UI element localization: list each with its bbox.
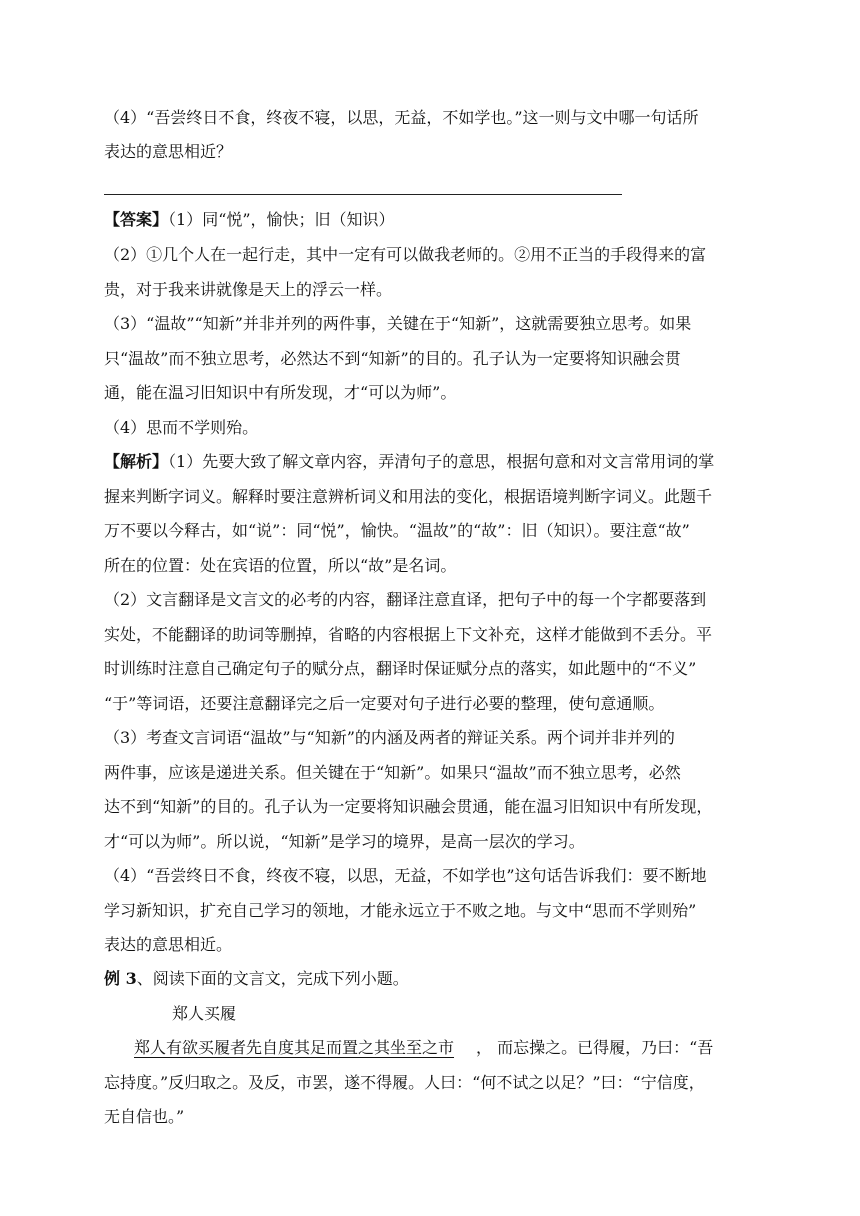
passage-line-1-rest: ， 而忘操之。已得履，乃曰：“吾 (476, 1038, 714, 1057)
analysis-3-line-2: 两件事，应该是递进关系。但关键在于“知新”。如果只“温故”而不独立思考，必然 (104, 763, 681, 782)
analysis-3-line-4: 才“可以为师”。所以说，“知新”是学习的境界，是高一层次的学习。 (104, 832, 585, 851)
passage-title: 郑人买履 (172, 1004, 237, 1023)
analysis-2-line-1: （2）文言翻译是文言文的必考的内容，翻译注意直译，把句子中的每一个字都要落到 (104, 590, 707, 609)
answer-3-line-2: 只“温故”而不独立思考，必然达不到“知新”的目的。孔子认为一定要将知识融会贯 (104, 349, 681, 368)
analysis-2-line-3: 时训练时注意自己确定句子的赋分点，翻译时保证赋分点的落实，如此题中的“不义” (104, 659, 697, 678)
answer-label: 【答案】 (104, 210, 169, 229)
passage-line-2: 忘持度。”反归取之。及反，市罢，遂不得履。人曰：“何不试之以足？”曰：“宁信度， (104, 1073, 705, 1092)
analysis-1-line-1 (104, 450, 714, 474)
analysis-3-line-3: 达不到“知新”的目的。孔子认为一定要将知识融会贯通，能在温习旧知识中有所发现， (104, 797, 713, 816)
example-3-heading (104, 967, 409, 991)
analysis-2-line-4: “于”等词语，还要注意翻译完之后一定要对句子进行必要的整理，使句意通顺。 (104, 694, 665, 713)
answer-2-line-2: 贵，对于我来讲就像是天上的浮云一样。 (104, 280, 393, 299)
analysis-1-line-3: 万不要以今释古，如“说”：同“悦”，愉快。“温故”的“故”：旧（知识）。要注意“故” (104, 521, 690, 540)
answer-blank-line[interactable] (104, 194, 622, 195)
analysis-1-text: （1）先要大致了解文章内容，弄清句子的意思，根据句意和对文言常用词的掌 (168, 452, 715, 471)
analysis-3-line-1: （3）考查文言词语“温故”与“知新”的内涵及两者的辩证关系。两个词并非并列的 (104, 728, 675, 747)
question-4-line-1: （4）“吾尝终日不食，终夜不寝，以思，无益，不如学也。”这一则与文中哪一句话所 (104, 108, 699, 127)
answer-1 (104, 208, 395, 232)
answer-3-line-1: （3）“温故”“知新”并非并列的两件事，关键在于“知新”，这就需要独立思考。如果 (104, 314, 692, 333)
analysis-label: 【解析】 (104, 452, 169, 471)
analysis-2-line-2: 实处，不能翻译的助词等删掉，省略的内容根据上下文补充，这样才能做到不丢分。平 (104, 625, 713, 644)
analysis-1-line-4: 所在的位置：处在宾语的位置，所以“故”是名词。 (104, 556, 457, 575)
analysis-4-line-3: 表达的意思相近。 (104, 935, 233, 954)
answer-2-line-1: （2）①几个人在一起行走，其中一定有可以做我老师的。②用不正当的手段得来的富 (104, 245, 707, 264)
example-3-label: 例 3 (104, 969, 137, 988)
answer-4: （4）思而不学则殆。 (104, 418, 259, 437)
analysis-4-line-2: 学习新知识，扩充自己学习的领地，才能永远立于不败之地。与文中“思而不学则殆” (104, 901, 697, 920)
answer-3-line-3: 通，能在温习旧知识中有所发现，才“可以为师”。 (104, 383, 457, 402)
question-4-line-2: 表达的意思相近？ (104, 142, 233, 161)
analysis-1-line-2: 握来判断字词义。解释时要注意辨析词义和用法的变化，根据语境判断字词义。此题千 (104, 487, 713, 506)
example-3-instruction: 、阅读下面的文言文，完成下列小题。 (136, 969, 409, 988)
passage-line-3: 无自信也。” (104, 1107, 185, 1126)
passage-line-1 (134, 1036, 713, 1060)
analysis-4-line-1: （4）“吾尝终日不食，终夜不寝，以思，无益，不如学也”这句话告诉我们：要不断地 (104, 866, 707, 885)
answer-1-text: （1）同“悦”，愉快；旧（知识） (168, 210, 395, 229)
passage-underlined-sentence: 郑人有欲买履者先自度其足而置之其坐至之市 (134, 1038, 455, 1057)
